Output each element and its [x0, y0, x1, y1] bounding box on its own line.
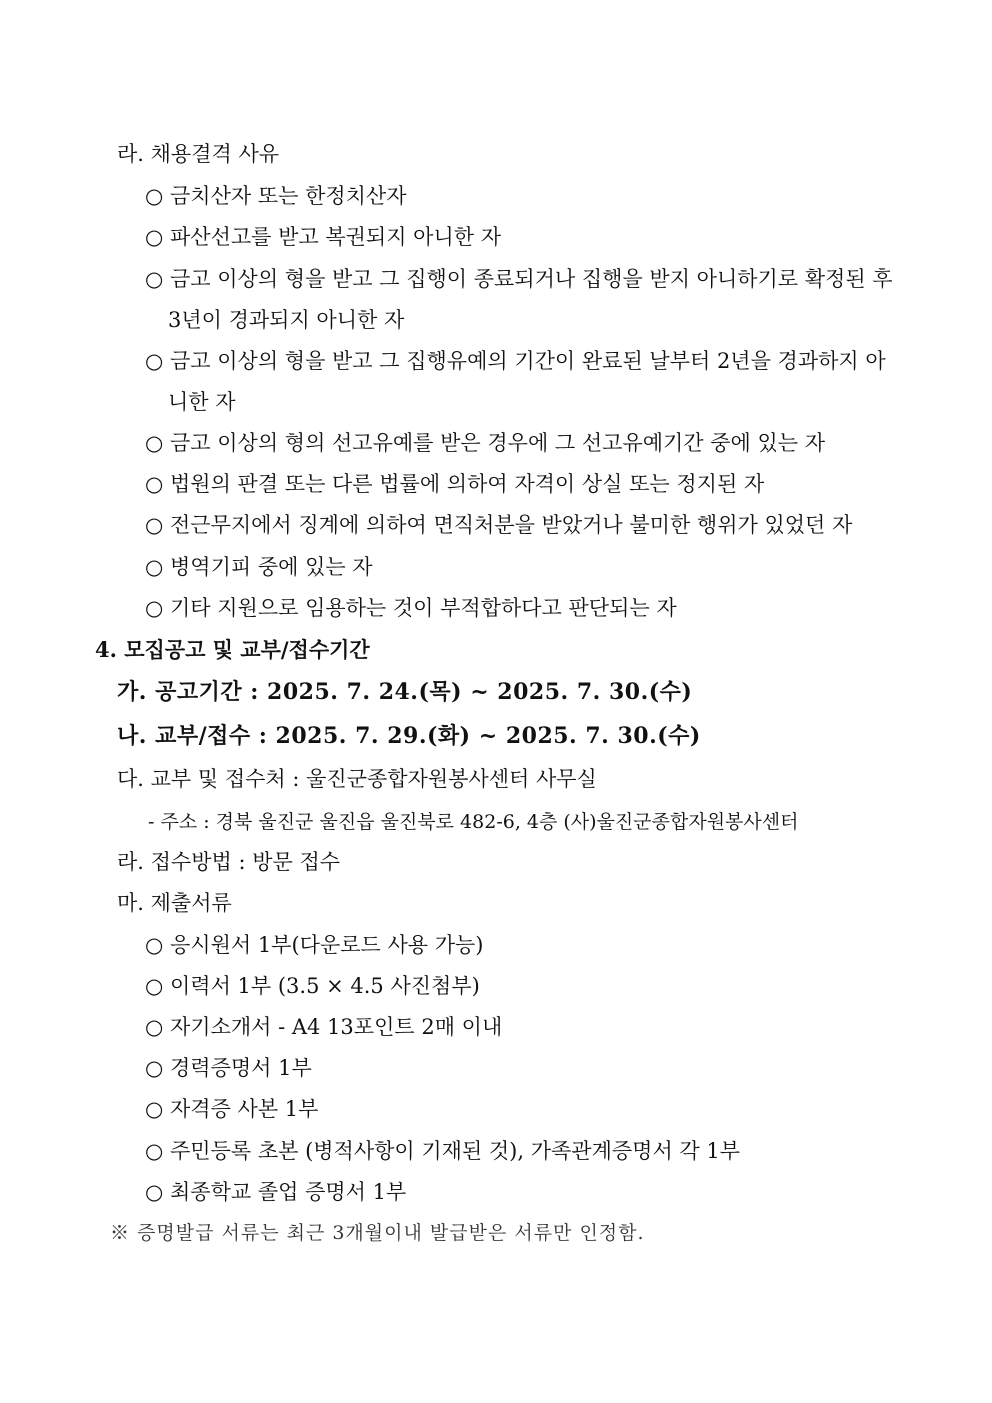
disqualification-item: ○ 금고 이상의 형을 받고 그 집행유예의 기간이 완료된 날부터 2년을 경과하지 아 — [145, 349, 886, 373]
document-item: ○ 이력서 1부 (3.5 × 4.5 사진첨부) — [145, 974, 480, 998]
disqualification-item-continued: 니한 자 — [168, 390, 236, 414]
document-item: ○ 자기소개서 - A4 13포인트 2매 이내 — [145, 1015, 503, 1039]
document-item: ○ 응시원서 1부(다운로드 사용 가능) — [145, 933, 484, 957]
document-item: ○ 자격증 사본 1부 — [145, 1097, 319, 1121]
address-line: - 주소 : 경북 울진군 울진읍 울진북로 482-6, 4층 (사)울진군종합자원봉사센터 — [148, 811, 799, 833]
announcement-period: 가. 공고기간 : 2025. 7. 24.(목) ~ 2025. 7. 30.(수) — [117, 679, 693, 705]
disqualification-item: ○ 기타 지원으로 임용하는 것이 부적합하다고 판단되는 자 — [145, 596, 677, 620]
disqualification-heading: 라. 채용결격 사유 — [117, 142, 280, 166]
section-4-heading: 4. 모집공고 및 교부/접수기간 — [95, 637, 370, 662]
footnote: ※ 증명발급 서류는 최근 3개월이내 발급받은 서류만 인정함. — [110, 1222, 645, 1244]
disqualification-item-continued: 3년이 경과되지 아니한 자 — [168, 308, 405, 332]
document-item: ○ 주민등록 초본 (병적사항이 기재된 것), 가족관계증명서 각 1부 — [145, 1139, 741, 1163]
documents-heading: 마. 제출서류 — [117, 891, 232, 915]
receipt-place: 다. 교부 및 접수처 : 울진군종합자원봉사센터 사무실 — [117, 767, 597, 791]
document-item: ○ 경력증명서 1부 — [145, 1056, 312, 1080]
receipt-period: 나. 교부/접수 : 2025. 7. 29.(화) ~ 2025. 7. 30.(수) — [117, 723, 701, 749]
disqualification-item: ○ 전근무지에서 징계에 의하여 면직처분을 받았거나 불미한 행위가 있었던 자 — [145, 513, 853, 537]
disqualification-item: ○ 금고 이상의 형을 받고 그 집행이 종료되거나 집행을 받지 아니하기로 확정된 후 — [145, 267, 893, 291]
document-item: ○ 최종학교 졸업 증명서 1부 — [145, 1180, 407, 1204]
disqualification-item: ○ 파산선고를 받고 복권되지 아니한 자 — [145, 225, 501, 249]
disqualification-item: ○ 금고 이상의 형의 선고유예를 받은 경우에 그 선고유예기간 중에 있는 자 — [145, 431, 826, 455]
disqualification-item: ○ 금치산자 또는 한정치산자 — [145, 184, 407, 208]
disqualification-item: ○ 병역기피 중에 있는 자 — [145, 555, 373, 579]
receipt-method: 라. 접수방법 : 방문 접수 — [117, 850, 341, 874]
disqualification-item: ○ 법원의 판결 또는 다른 법률에 의하여 자격이 상실 또는 정지된 자 — [145, 472, 765, 496]
